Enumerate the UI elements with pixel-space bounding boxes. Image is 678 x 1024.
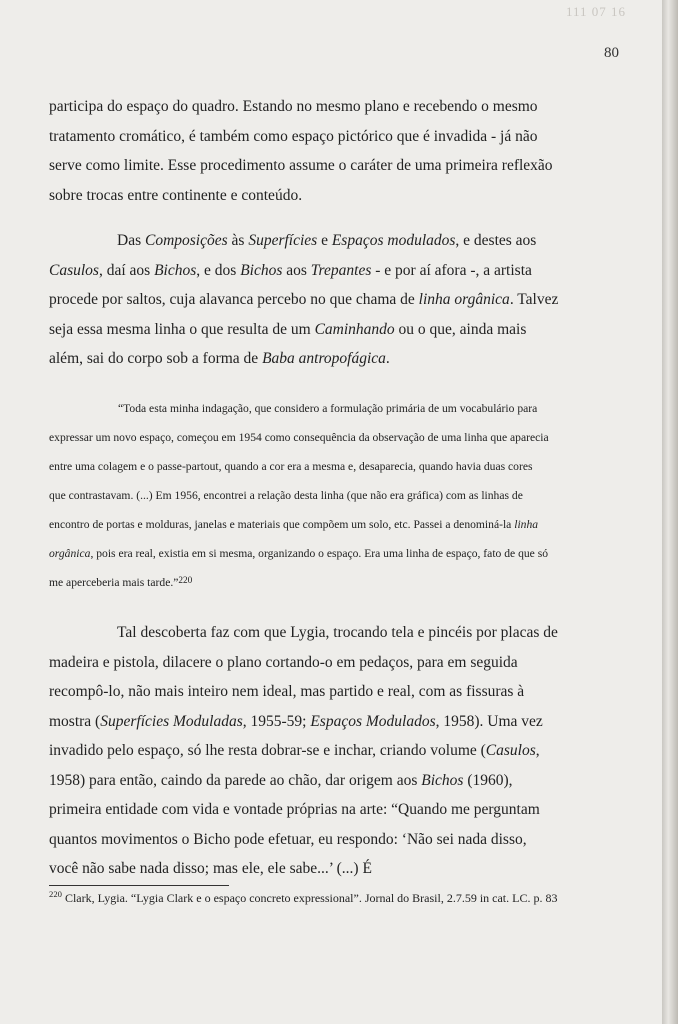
- block-quote: “Toda esta minha indagação, que considero a formulação primária de um vocabulário para expressar um novo espaço, começou em 1954 como consequência da observação de uma linha que aparecia entre uma colagem e o passe-partout, quando a cor era a mesma e, desaparecia, quando havia duas cores que contrastavam. (...) Em 1956, encontrei a relação desta linha (que não era gráfica) com as linhas de encontro de portas e molduras, janelas e materiais que compõem um solo, etc. Passei a denominá-la linha orgânica, pois era real, existia em si mesma, organizando o espaço. Era uma linha de espaço, fato de que só me aperceberia mais tarde.”$^{220}$: [49, 402, 549, 589]
- footnote-number: 220: [49, 889, 62, 899]
- page-edge: [662, 0, 678, 1024]
- paragraph-3: Tal descoberta faz com que Lygia, trocando tela e pincéis por placas de madeira e pistola, dilacere o plano cortando-o em pedaços, para em seguida recompô-lo, não mais inteiro nem ideal, mas partido e real, com as fissuras à mostra (Superfícies Moduladas, 1955-59; Espaços Modulados, 1958). Uma vez invadido pelo espaço, só lhe resta dobrar-se e inchar, criando volume (Casulos, 1958) para então, caindo da parede ao chão, dar origem aos Bichos (1960), primeira entidade com vida e vontade próprias na arte: “Quando me perguntam quantos movimentos o Bicho pode efetuar, eu respondo: ‘Não sei nada disso, você não sabe nada disso; mas ele, ele sabe...’ (...) É: [49, 624, 558, 877]
- paragraph-2: Das Composições às Superfícies e Espaços modulados, e destes aos Casulos, daí aos Bichos, e dos Bichos aos Trepantes - e por aí afora -, a artista procede por saltos, cuja alavanca percebo no que chama de linha orgânica. Talvez seja essa mesma linha o que resulta de um Caminhando ou o que, ainda mais além, sai do corpo sob a forma de Baba antropofágica.: [49, 232, 559, 367]
- footnote: [49, 890, 559, 907]
- page-number: 80: [604, 45, 619, 61]
- footnote-divider: [49, 885, 229, 886]
- archive-stamp: 111 07 16: [566, 4, 627, 19]
- footnote-reference: 220: [178, 576, 193, 586]
- footnote-text: Clark, Lygia. “Lygia Clark e o espaço concreto expressional”. Jornal do Brasil, 2.7.59 in cat. LC. p. 83: [64, 891, 558, 905]
- paragraph-1: participa do espaço do quadro. Estando no mesmo plano e recebendo o mesmo tratamento cromático, é também como espaço pictórico que é invadida - já não serve como limite. Esse procedimento assume o caráter de uma primeira reflexão sobre trocas entre continente e conteúdo.: [49, 98, 553, 204]
